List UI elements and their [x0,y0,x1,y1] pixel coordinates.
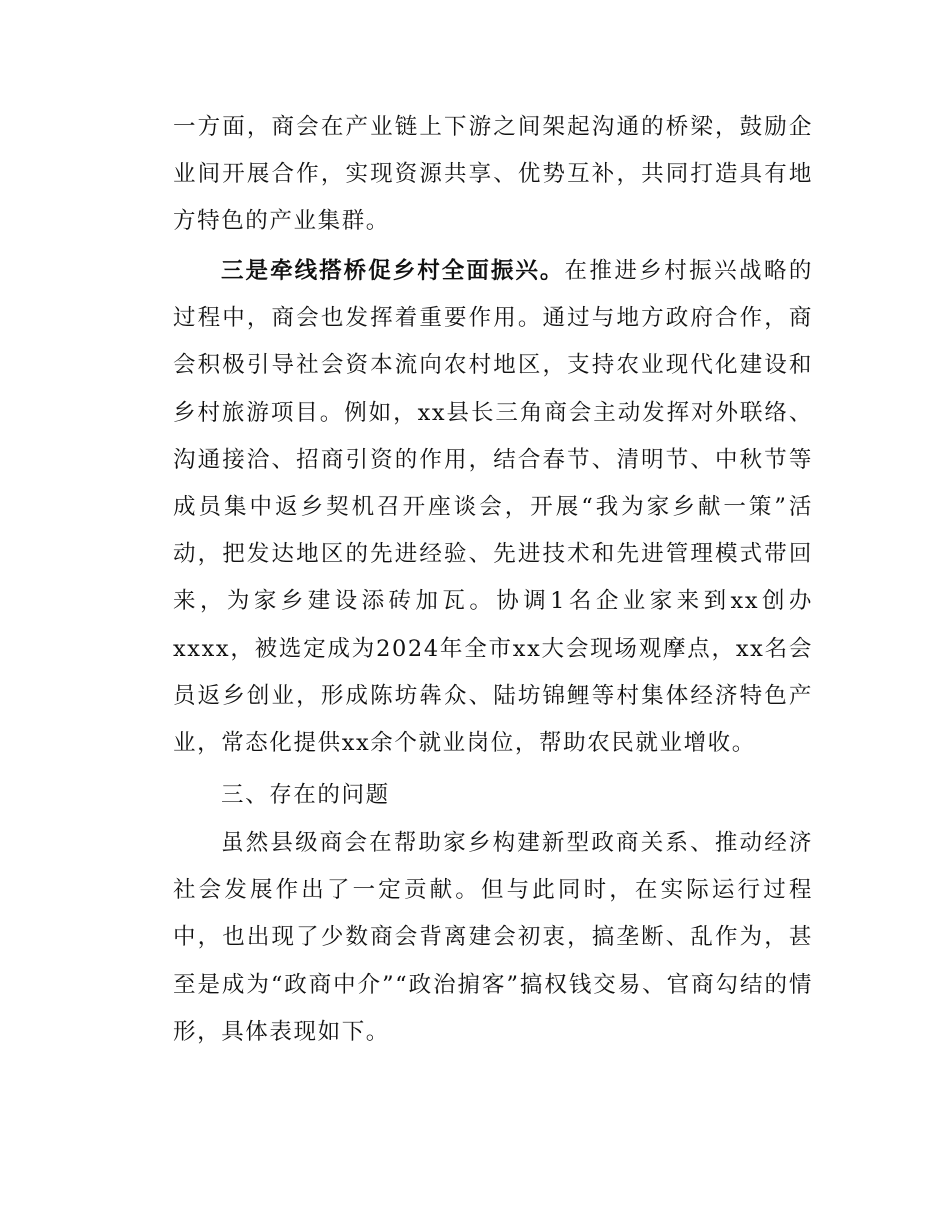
section-heading: 三、存在的问题 [221,782,390,808]
paragraph-industry-chain: 一方面，商会在产业链上下游之间架起沟通的桥梁，鼓励企业间开展合作，实现资源共享、优势互补，共同打造具有地方特色的产业集群。 [173,114,813,235]
paragraph-existing-problems: 虽然县级商会在帮助家乡构建新型政商关系、推动经济社会发展作出了一定贡献。但与此同时，在实际运行过程中，也出现了少数商会背离建会初衷，搞垄断、乱作为，甚至是成为“政商中介”“政治掮客”搞权钱交易、官商勾结的情形，具体表现如下。 [173,830,813,1045]
paragraph-lead-heading: 三是牵线搭桥促乡村全面振兴。 [221,258,565,284]
paragraph-rural-revitalization [173,248,813,767]
paragraph-body: 在推进乡村振兴战略的过程中，商会也发挥着重要作用。通过与地方政府合作，商会积极引导社会资本流向农村地区，支持农业现代化建设和乡村旅游项目。例如，xx县长三角商会主动发挥对外联络、沟通接洽、招商引资的作用，结合春节、清明节、中秋节等成员集中返乡契机召开座谈会，开展“我为家乡献一策”活动，把发达地区的先进经验、先进技术和先进管理模式带回来，为家乡建设添砖加瓦。协调1名企业家来到xx创办xxxx，被选定成为2024年全市xx大会现场观摩点，xx名会员返乡创业，形成陈坊犇众、陆坊锦鲤等村集体经济特色产业，常态化提供xx余个就业岗位，帮助农民就业增收。 [173,258,813,757]
